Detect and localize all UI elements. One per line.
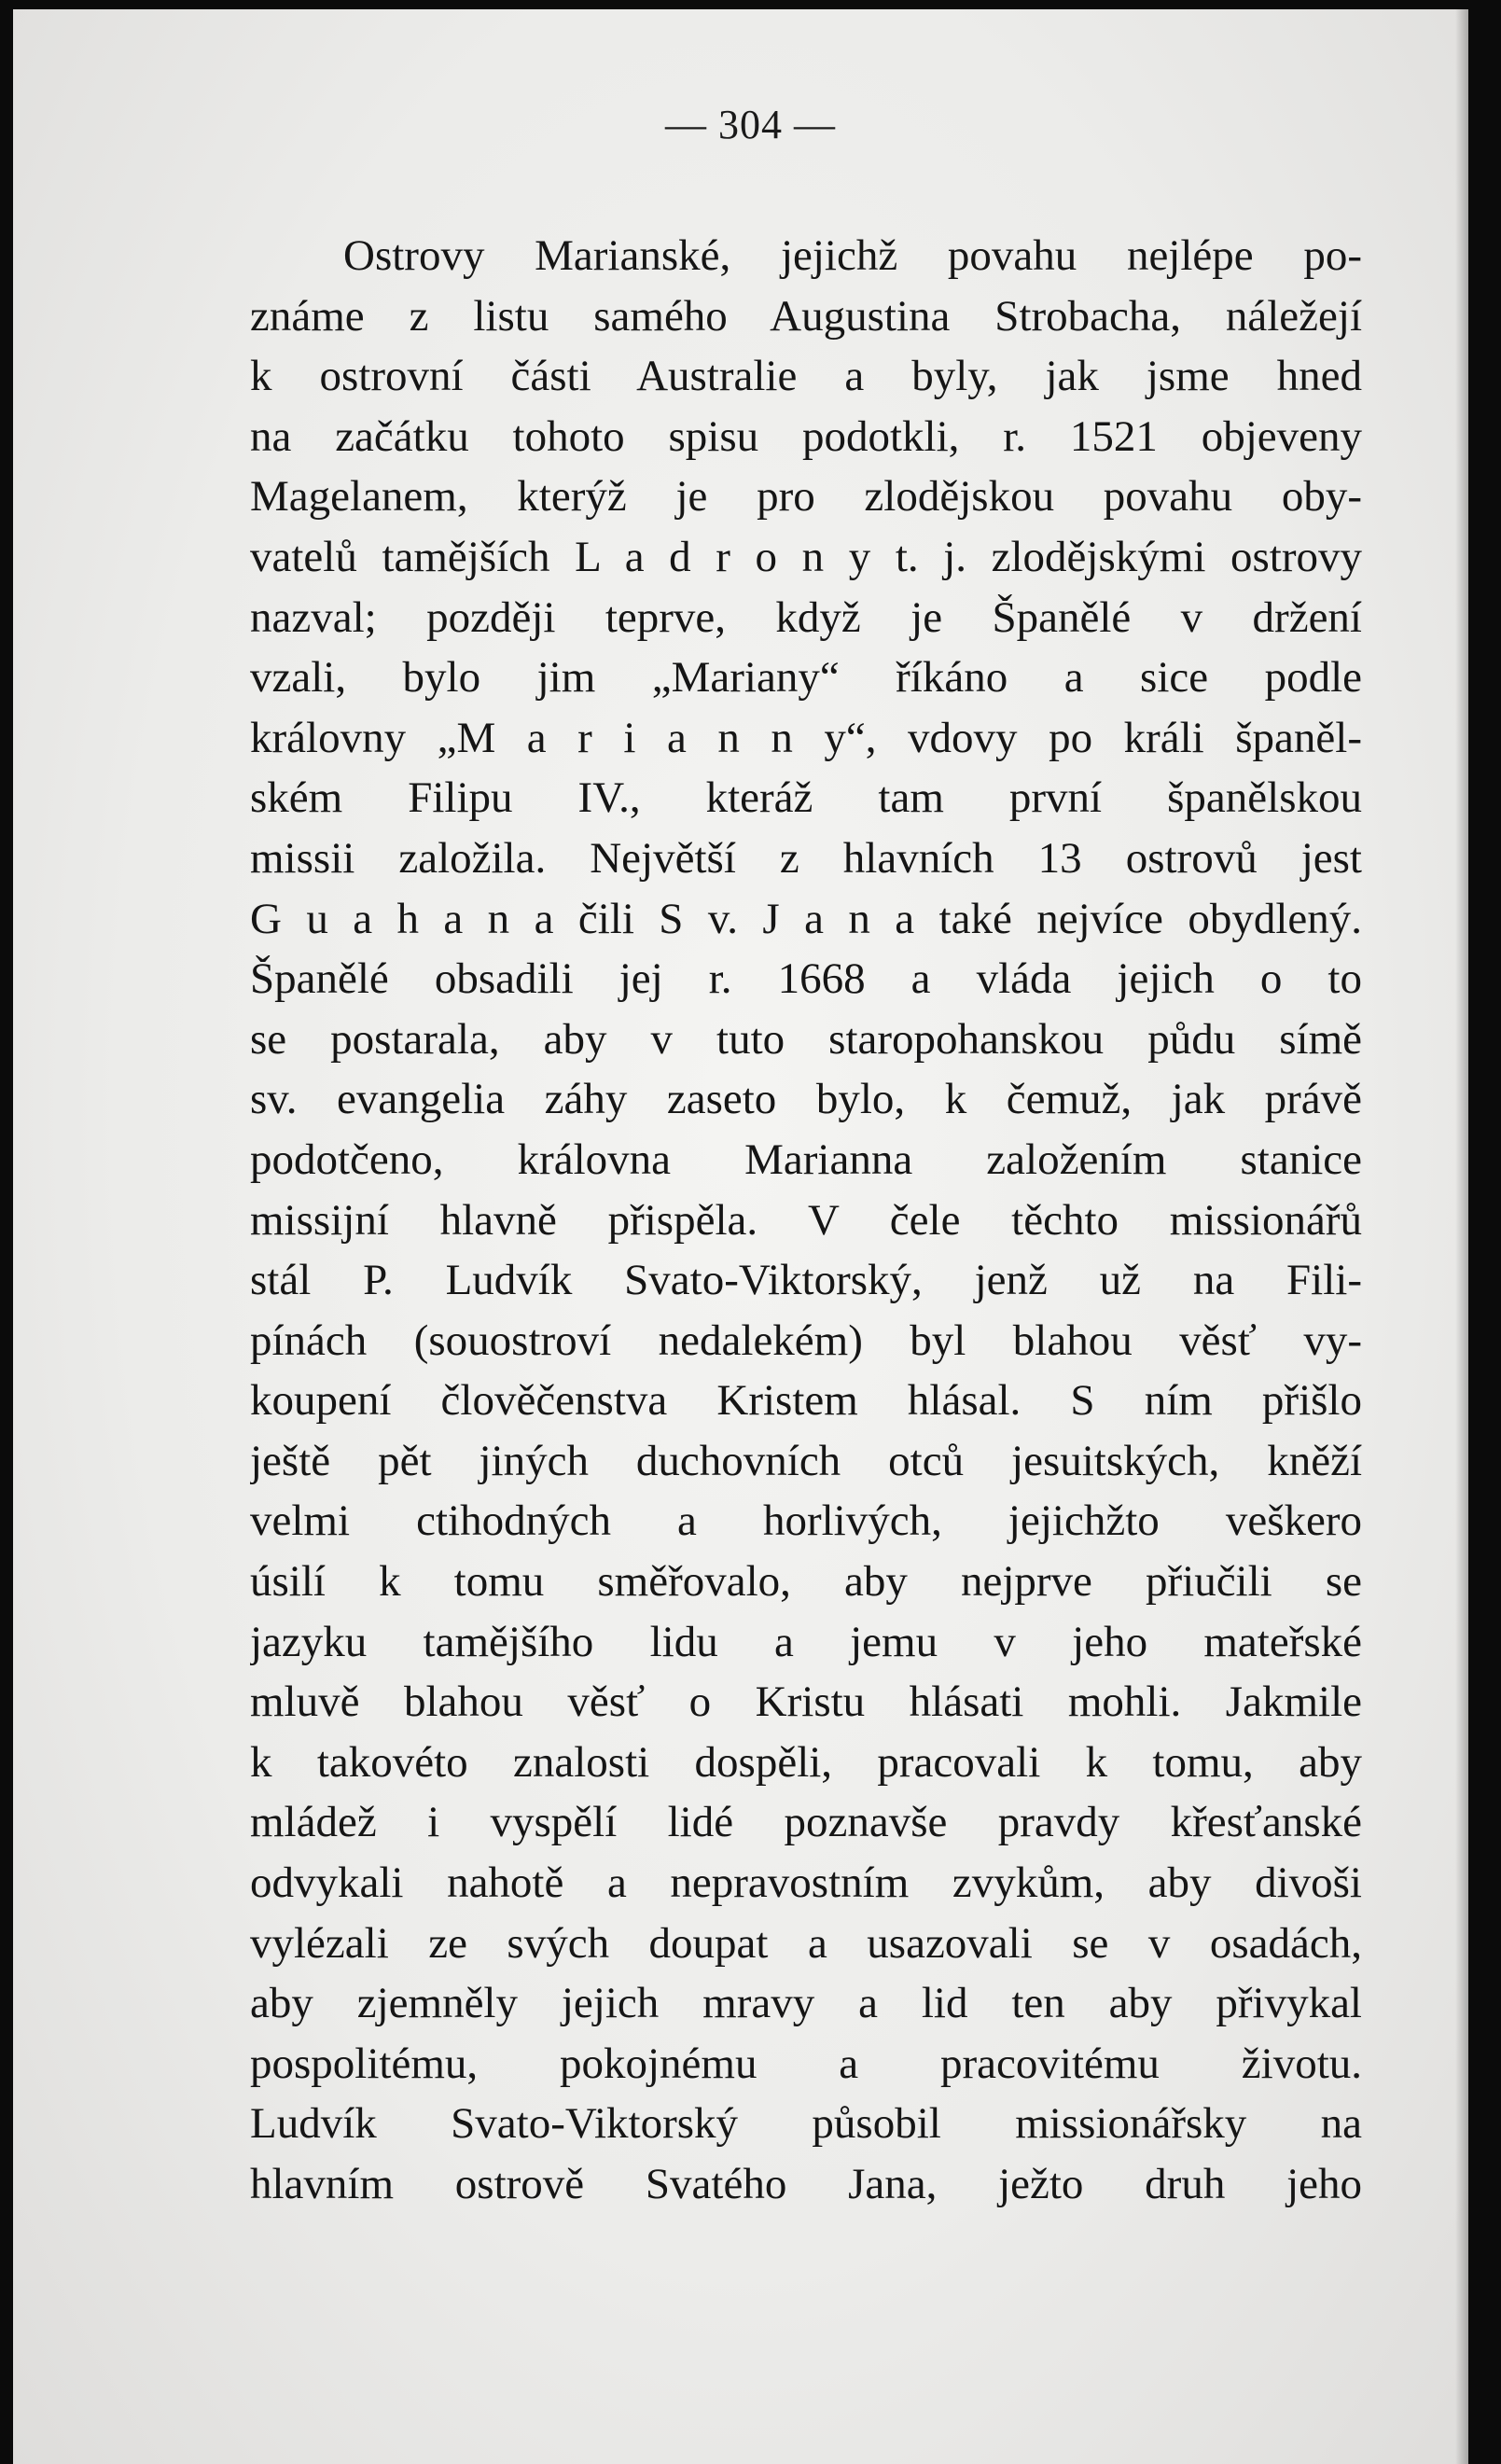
text-line: ském Filipu IV., kteráž tam první španělskou [250,773,1362,823]
text-line: koupení člověčenstva Kristem hlásal. S ním přišlo [250,1376,1362,1426]
text-line: vzali, bylo jim „Mariany“ říkáno a sice podle [250,653,1362,703]
text-line: nazval; později teprve, když je Španělé v držení [250,592,1362,642]
text-line: G u a h a n a čili S v. J a n a také nejvíce obydlený. [250,894,1362,943]
page-number: — 304 — [665,102,836,147]
text-line: mládež i vyspělí lidé poznavše pravdy křesťanské [250,1798,1362,1847]
text-line: Ludvík Svato-Viktorský působil missionářsky na [250,2099,1362,2149]
page-edge-shadow [1455,9,1468,2464]
text-line: velmi ctihodných a horlivých, jejichžto veškero [250,1496,1362,1546]
text-line: missii založila. Největší z hlavních 13 ostrovů jest [250,833,1362,883]
text-line: ještě pět jiných duchovních otců jesuitských, kněží [250,1436,1362,1485]
text-line: Španělé obsadili jej r. 1668 a vláda jejich o to [250,954,1362,1004]
text-line: odvykali nahotě a nepravostním zvykům, aby divoši [250,1858,1362,1908]
text-line: jazyku tamějšího lidu a jemu v jeho mateřské [250,1617,1362,1666]
text-line: podotčeno, královna Marianna založením stanice [250,1135,1362,1184]
text-line: pospolitému, pokojnému a pracovitému životu. [250,2039,1362,2088]
text-line: sv. evangelia záhy zaseto bylo, k čemuž, jak právě [250,1075,1362,1124]
text-line: královny „M a r i a n n y“, vdovy po králi španěl- [250,713,1362,762]
text-line: na začátku tohoto spisu podotkli, r. 1521 objeveny [250,411,1362,461]
text-line: úsilí k tomu směřovalo, aby nejprve přiučili se [250,1557,1362,1607]
text-line: se postarala, aby v tuto staropohanskou půdu símě [250,1014,1362,1064]
text-line: vylézali ze svých doupat a usazovali se v osadách, [250,1918,1362,1968]
text-line: aby zjemněly jejich mravy a lid ten aby přivykal [250,1979,1362,2028]
text-line: stál P. Ludvík Svato-Viktorský, jenž už na Fili- [250,1256,1362,1305]
text-line: mluvě blahou věsť o Kristu hlásati mohli. Jakmile [250,1677,1362,1727]
body-text [250,226,1362,2215]
text-line: missijní hlavně přispěla. V čele těchto missionářů [250,1195,1362,1245]
text-line: Magelanem, kterýž je pro zlodějskou povahu oby- [250,472,1362,522]
text-line: Ostrovy Marianské, jejichž povahu nejlépe po- [343,231,1362,280]
text-line: hlavním ostrově Svatého Jana, ježto druh jeho [250,2160,1362,2208]
text-line: pínách (souostroví nedalekém) byl blahou věsť vy- [250,1316,1362,1365]
text-line: vatelů tamějších L a d r o n y t. j. zlodějskými ostrovy [250,532,1362,581]
text-line: k takovéto znalosti dospěli, pracovali k tomu, aby [250,1737,1362,1787]
text-line: k ostrovní části Australie a byly, jak jsme hned [250,352,1362,401]
text-line: známe z listu samého Augustina Strobacha, náležejí [250,291,1362,341]
